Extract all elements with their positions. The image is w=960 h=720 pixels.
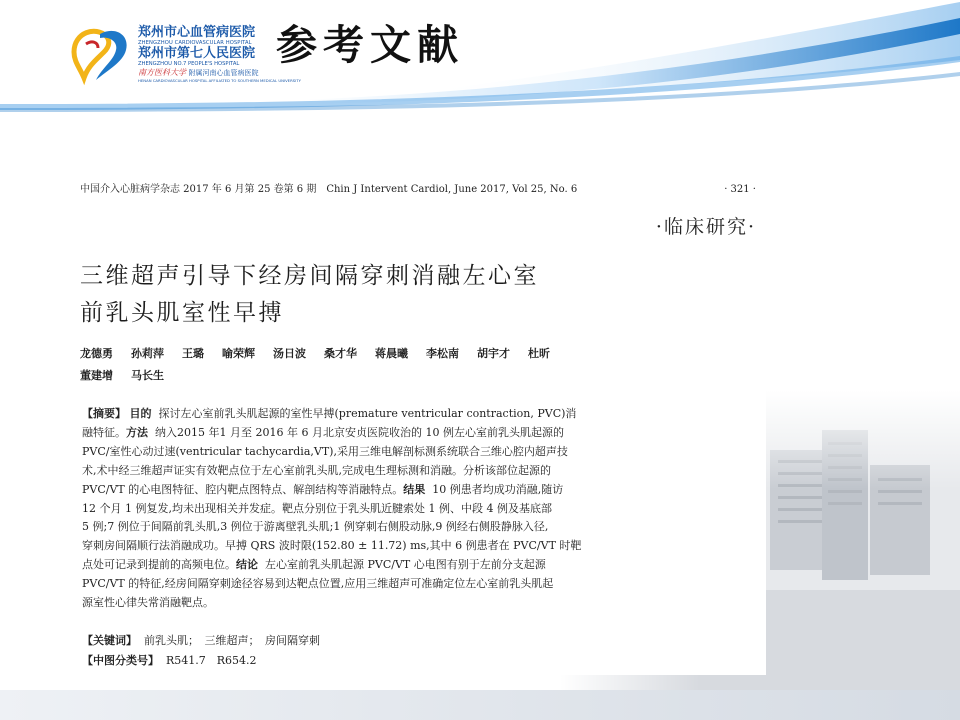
author: 李松南: [426, 347, 459, 360]
article-title-line-1: 三维超声引导下经房间隔穿刺消融左心室: [80, 263, 539, 289]
running-header: [80, 183, 756, 197]
keywords-block: [82, 631, 726, 671]
keywords-value: 前乳头肌； 三维超声； 房间隔穿刺: [144, 634, 320, 647]
logo-hospital-name-2: 郑州市第七人民医院: [138, 46, 256, 61]
conclusion-label: 结论: [236, 558, 258, 572]
page-number: · 321 ·: [724, 184, 756, 195]
abstract-text: PVC/VT 的特征,经房间隔穿刺途径容易到达靶点位置,应用三维超声可准确定位左心室前乳头肌起: [82, 577, 554, 591]
logo-university-line: [138, 68, 278, 78]
logo-affiliated-name: 附属河南心血管病医院: [188, 69, 259, 77]
result-label: 结果: [403, 482, 426, 496]
abstract-text: 源室性心律失常消融靶点。: [82, 596, 214, 610]
section-label: ·临床研究·: [655, 216, 756, 238]
abstract-label: 【摘要】: [82, 407, 126, 420]
author: 胡宇才: [477, 347, 510, 360]
classification-label: 【中图分类号】: [82, 654, 159, 667]
method-label: 方法: [126, 425, 148, 439]
hospital-logo: [66, 22, 301, 92]
author-list: [80, 343, 766, 387]
author: 马长生: [131, 369, 164, 382]
author: 杜昕: [528, 347, 550, 360]
abstract: [82, 405, 726, 613]
keywords-label: 【关键词】: [82, 634, 137, 647]
author: 桑才华: [324, 347, 357, 360]
abstract-text: 术,术中经三维超声证实有效靶点位于左心室前乳头肌,完成电生理标测和消融。分析该部位起源的: [82, 463, 551, 477]
article-title: [80, 258, 539, 332]
abstract-text: 5 例;7 例位于间隔前乳头肌,3 例位于游离壁乳头肌;1 例穿刺右侧股动脉,9 例经右侧股静脉入径,: [82, 520, 549, 534]
author: 王璐: [182, 347, 204, 360]
hospital-logo-emblem-icon: [66, 22, 134, 86]
paper-scan: [52, 165, 766, 675]
abstract-text: PVC/室性心动过速(ventricular tachycardia,VT),采用三维电解剖标测系统联合三维心腔内超声技: [82, 444, 568, 458]
logo-university-english: HENAN CARDIOVASCULAR HOSPITAL AFFILIATED TO SOUTHERN MEDICAL UNIVERSITY: [138, 78, 301, 83]
journal-citation: 中国介入心脏病学杂志 2017 年 6 月第 25 卷第 6 期 Chin J Intervent Cardiol, June 2017, Vol 25, No. 6: [80, 184, 578, 195]
logo-hospital-english-2: ZHENGZHOU NO.7 PEOPLE'S HOSPITAL: [138, 61, 240, 67]
logo-hospital-english-1: ZHENGZHOU CARDIOVASCULAR HOSPITAL: [138, 40, 252, 46]
author: 汤日波: [273, 347, 306, 360]
author: 董建增: [80, 369, 113, 382]
abstract-text: 纳入2015 年1 月至 2016 年 6 月北京安贞医院收治的 10 例左心室前乳头肌起源的: [155, 425, 564, 439]
article-title-line-2: 前乳头肌室性早搏: [80, 300, 284, 326]
author: 喻荣辉: [222, 347, 255, 360]
abstract-text: 左心室前乳头肌起源 PVC/VT 心电图有别于左前分支起源: [265, 558, 546, 572]
logo-hospital-name-1: 郑州市心血管病医院: [138, 25, 256, 40]
author: 蒋晨曦: [375, 347, 408, 360]
abstract-text: 探讨左心室前乳头肌起源的室性早搏(premature ventricular contraction, PVC)消: [158, 407, 577, 420]
abstract-text: 点处可记录到提前的高频电位。: [82, 558, 236, 572]
author: 孙莉萍: [131, 347, 164, 360]
abstract-text: 10 例患者均成功消融,随访: [432, 482, 564, 496]
objective-label: 目的: [129, 407, 152, 420]
slide-title: 参考文献: [276, 21, 464, 69]
abstract-text: 穿刺房间隔顺行法消融成功。早搏 QRS 波时限(152.80 ± 11.72) ms,其中 6 例患者在 PVC/VT 时靶: [82, 539, 582, 553]
logo-university-name: 南方医科大学: [138, 68, 186, 77]
author: 龙德勇: [80, 347, 113, 360]
abstract-text: PVC/VT 的心电图特征、腔内靶点图特点、解剖结构等消融特点。: [82, 482, 404, 496]
classification-value: R541.7 R654.2: [166, 654, 257, 667]
abstract-text: 12 个月 1 例复发,均未出现相关并发症。靶点分别位于乳头肌近腱索处 1 例、中段 4 例及基底部: [82, 501, 552, 515]
abstract-text: 融特征。: [82, 425, 126, 439]
slide-header: [0, 0, 960, 112]
footer-band: [0, 690, 960, 720]
